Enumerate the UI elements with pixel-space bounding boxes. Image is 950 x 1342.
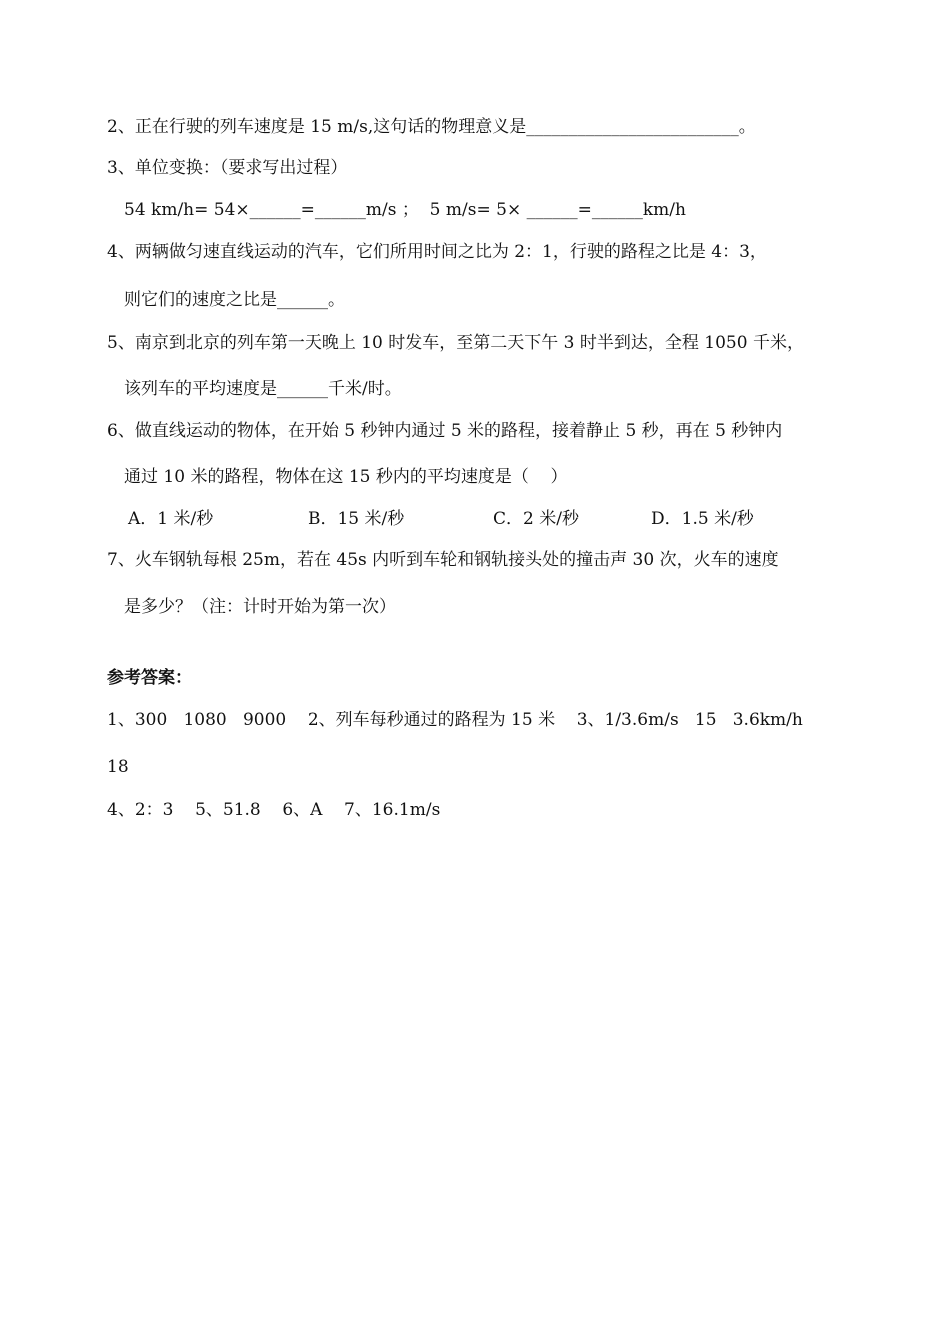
question-5-line-2: 该列车的平均速度是______千米/时。: [124, 379, 402, 399]
question-4-line-2: 则它们的速度之比是______。: [124, 290, 345, 310]
question-3-title: 3、单位变换：（要求写出过程）: [107, 158, 348, 178]
answers-heading: 参考答案：: [107, 668, 192, 688]
question-6-line-2: 通过 10 米的路程，物体在这 15 秒内的平均速度是（ ）: [124, 467, 568, 487]
question-7-line-2: 是多少？（注：计时开始为第一次）: [124, 597, 396, 617]
question-4-line-1: 4、两辆做匀速直线运动的汽车，它们所用时间之比为 2：1，行驶的路程之比是 4：3，: [107, 242, 767, 262]
option-a: A．1 米/秒: [128, 509, 214, 529]
question-6-line-1: 6、做直线运动的物体，在开始 5 秒钟内通过 5 米的路程，接着静止 5 秒，再在 5 秒钟内: [107, 421, 783, 441]
question-2: 2、正在行驶的列车速度是 15 m/s,这句话的物理意义是_________________________。: [107, 117, 756, 137]
answers-line-3: 4、2：3 5、51.8 6、A 7、16.1m/s: [107, 800, 441, 820]
option-c: C．2 米/秒: [493, 509, 579, 529]
question-3-body: 54 km/h= 54×______=______m/s ； 5 m/s= 5× ______=______km/h: [124, 200, 686, 220]
answers-line-1: 1、300 1080 9000 2、列车每秒通过的路程为 15 米 3、1/3.6m/s 15 3.6km/h: [107, 710, 803, 730]
option-b: B．15 米/秒: [308, 509, 405, 529]
question-7-line-1: 7、火车钢轨每根 25m，若在 45s 内听到车轮和钢轨接头处的撞击声 30 次，火车的速度: [107, 550, 779, 570]
option-d: D．1.5 米/秒: [651, 509, 754, 529]
question-5-line-1: 5、南京到北京的列车第一天晚上 10 时发车，至第二天下午 3 时半到达，全程 1050 千米，: [107, 333, 804, 353]
answers-line-2: 18: [107, 757, 129, 777]
